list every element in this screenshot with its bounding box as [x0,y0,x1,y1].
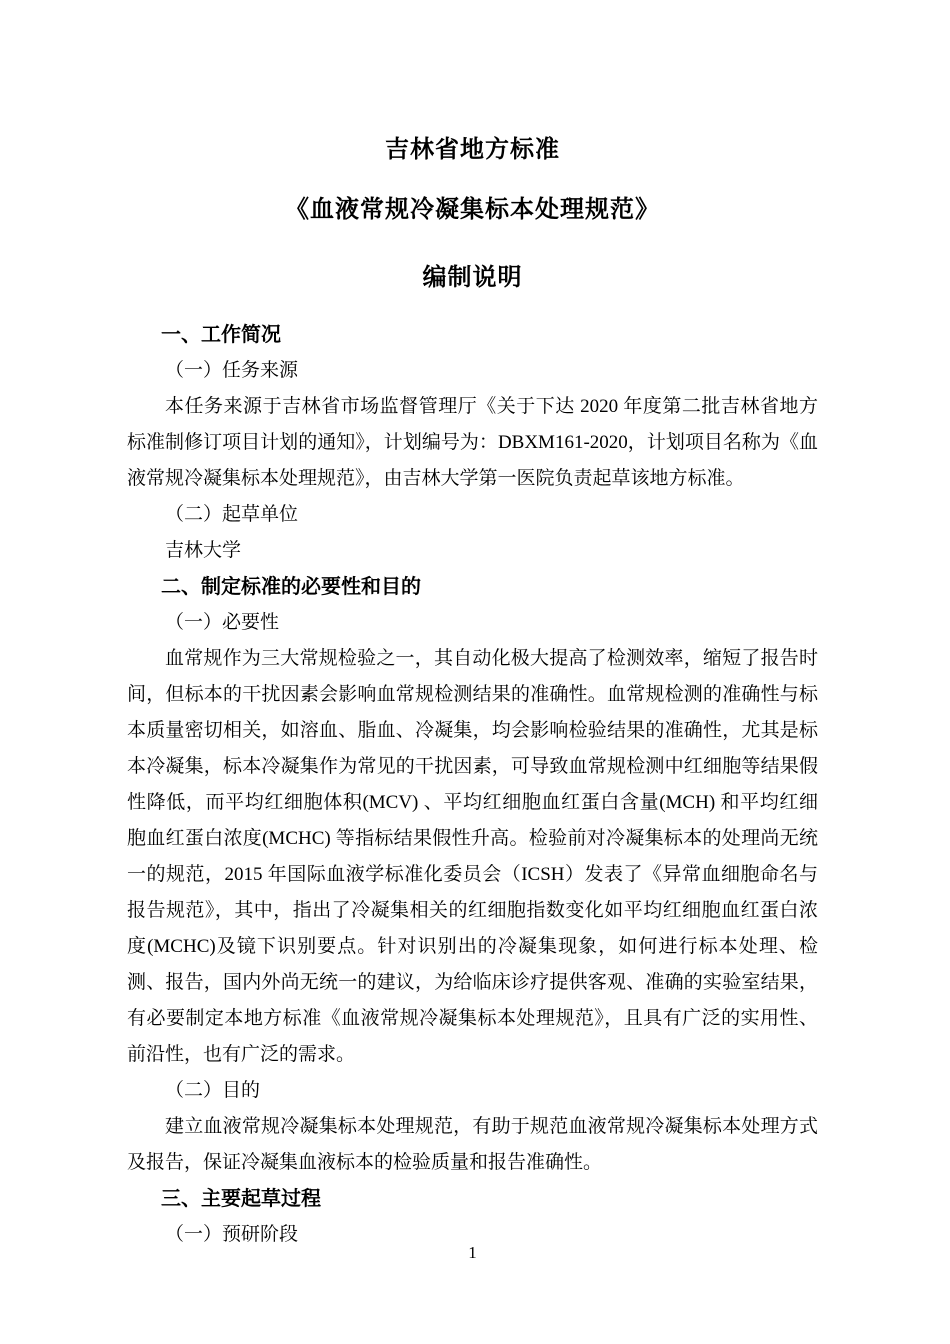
subsection-heading-purpose: （二）目的 [165,1080,261,1101]
doc-title-standard-region: 吉林省地方标准 [385,136,560,163]
subsection-heading-task-source: （一）任务来源 [165,360,299,381]
section-heading-drafting-process: 三、主要起草过程 [161,1188,321,1210]
section-heading-necessity-and-purpose: 二、制定标准的必要性和目的 [161,576,421,598]
doc-title-compilation-notes: 编制说明 [422,264,523,291]
paragraph-necessity: 血常规作为三大常规检验之一，其自动化极大提高了检测效率，缩短了报告时间，但标本的干扰因素会影响血常规检测结果的准确性。血常规检测的准确性与标本质量密切相关，如溶血、脂血、冷凝集，均会影响检验结果的准确性，尤其是标本冷凝集，标本冷凝集作为常见的干扰因素，可导致血常规检测中红细胞等结果假性降低，而平均红细胞体积(MCV) 、平均红细胞血红蛋白含量(MCH) 和平均红细胞血红蛋白浓度(MCHC) 等指标结果假性升高。检验前对冷凝集标本的处理尚无统一的规范，2015 年国际血液学标准化委员会（ICSH）发表了《异常血细胞命名与报告规范》，其中，指出了冷凝集相关的红细胞指数变化如平均红细胞血红蛋白浓度(MCHC)及镜下识别要点。针对识别出的冷凝集现象，如何进行标本处理、检测、报告，国内外尚无统一的建议，为给临床诊疗提供客观、准确的实验室结果，有必要制定本地方标准《血液常规冷凝集标本处理规范》，且具有广泛的实用性、前沿性，也有广泛的需求。 [127,648,818,1065]
subsection-heading-pre-research-stage: （一）预研阶段 [165,1224,299,1245]
doc-title-standard-name: 《血液常规冷凝集标本处理规范》 [285,196,660,223]
subsection-heading-necessity: （一）必要性 [165,612,280,633]
paragraph-task-source: 本任务来源于吉林省市场监督管理厅《关于下达 2020 年度第二批吉林省地方标准制修订项目计划的通知》，计划编号为：DBXM161-2020，计划项目名称为《血液常规冷凝集标本处理规范》，由吉林大学第一医院负责起草该地方标准。 [127,396,818,489]
paragraph-purpose: 建立血液常规冷凝集标本处理规范，有助于规范血液常规冷凝集标本处理方式及报告，保证冷凝集血液标本的检验质量和报告准确性。 [127,1116,818,1173]
paragraph-drafting-unit: 吉林大学 [165,540,242,561]
section-heading-work-overview: 一、工作简况 [161,324,281,346]
subsection-heading-drafting-unit: （二）起草单位 [165,504,299,525]
page-number: 1 [468,1243,477,1262]
